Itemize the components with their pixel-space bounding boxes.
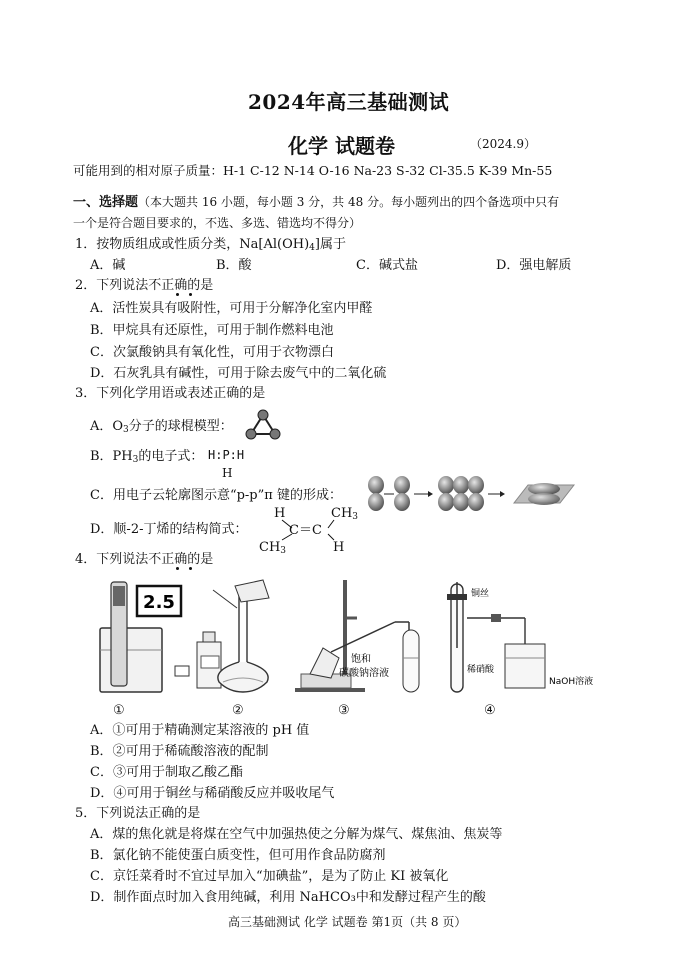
q5-option-b: B．氯化钠不能使蛋白质变性，但可用作食品防腐剂 — [90, 848, 386, 863]
figure-label-2: ② — [232, 703, 244, 718]
q3-option-d: D．顺-2-丁烯的结构简式： — [90, 522, 248, 537]
q5-option-a: A．煤的焦化就是将煤在空气中加强热使之分解为煤气、煤焦油、焦炭等 — [90, 827, 503, 842]
q1-option-c: C．碱式盐 — [356, 258, 418, 273]
label-naoh-solution: NaOH溶液 — [549, 677, 594, 687]
o3-ball-stick-model — [243, 408, 283, 442]
q3-stem: 3．下列化学用语或表述正确的是 — [75, 386, 266, 401]
label-saturated: 饱和 — [351, 654, 371, 665]
q2-option-b: B．甲烷具有还原性，可用于制作燃料电池 — [90, 323, 334, 338]
q3-option-b — [90, 448, 203, 469]
ph3-electron-formula-h: H — [222, 466, 233, 480]
exam-date: （2024.9） — [470, 137, 536, 151]
q4-option-b: B．②可用于稀硫酸溶液的配制 — [90, 744, 269, 759]
copper-nitric-acid-apparatus — [447, 582, 545, 692]
label-sodium-carbonate: 碳酸钠溶液 — [339, 668, 389, 679]
q3-option-c: C．用电子云轮廓图示意“p-p”π 键的形成： — [90, 488, 342, 503]
label-copper-wire: 铜丝 — [471, 589, 490, 599]
emphasis-dot — [176, 293, 179, 296]
q2-stem: 2．下列说法不正确的是 — [75, 278, 214, 293]
emphasis-dot — [189, 567, 192, 570]
instruction-line-1: （本大题共 16 小题，每小题 3 分，共 48 分。每小题列出的四个备选项中只有 — [138, 195, 560, 209]
page-subtitle: 化学 试题卷 — [288, 134, 395, 158]
ph-meter-reading: 2.5 — [143, 592, 175, 613]
q3-option-a-text-a: A．O — [90, 419, 124, 434]
pi-bond-electron-cloud-diagram — [364, 475, 576, 513]
q4-option-a: A．①可用于精确测定某溶液的 pH 值 — [90, 723, 310, 738]
struct-ch3-bottom-text: CH — [259, 540, 281, 555]
label-dilute-nitric: 稀硝酸 — [467, 665, 495, 675]
emphasis-dot — [176, 567, 179, 570]
q5-option-c: C．京饪菜肴时不宜过早加入“加碘盐”，是为了防止 KI 被氧化 — [90, 869, 449, 884]
q3-option-b-text-a: B．PH — [90, 449, 133, 464]
ph3-electron-formula: H:P:H — [208, 448, 245, 462]
q1-stem — [75, 236, 346, 257]
q3-option-b-sub: 3 — [132, 455, 139, 465]
q3-option-a-sub: 3 — [123, 425, 129, 435]
struct-bond-lines — [270, 514, 350, 544]
q1-option-a: A．碱 — [90, 258, 126, 273]
q2-option-c: C．次氯酸钠具有氧化性，可用于衣物漂白 — [90, 345, 334, 360]
volumetric-flask-apparatus — [175, 580, 269, 692]
page-footer: 高三基础测试 化学 试题卷 第1页（共 8 页） — [228, 915, 467, 929]
section-instructions — [73, 193, 559, 212]
section-heading: 一、选择题 — [73, 195, 139, 210]
struct-ch3-top-sub: 3 — [352, 512, 359, 522]
atomic-masses: 可能用到的相对原子质量：H-1 C-12 N-14 O-16 Na-23 S-32 Cl-35.5 K-39 Mn-55 — [73, 163, 553, 178]
instruction-line-2: 一个是符合题目要求的，不选、多选、错选均不得分） — [73, 216, 362, 230]
q4-option-c: C．③可用于制取乙酸乙酯 — [90, 765, 243, 780]
q3-option-b-text-b: 的电子式： — [138, 449, 204, 464]
q1-stem-text-b: ]属于 — [314, 237, 346, 252]
q1-stem-sub: 4 — [309, 243, 315, 253]
figure-label-4: ④ — [484, 703, 496, 718]
q2-option-d: D．石灰乳具有碱性，可用于除去废气中的二氧化硫 — [90, 366, 387, 381]
q3-option-a-text-b: 分子的球棍模型： — [128, 419, 233, 434]
q5-stem: 5．下列说法正确的是 — [75, 806, 201, 821]
figure-label-1: ① — [113, 703, 125, 718]
ph-meter-apparatus — [100, 582, 181, 692]
q5-option-d: D．制作面点时加入食用纯碱，利用 NaHCO₃中和发酵过程产生的酸 — [90, 890, 486, 905]
q3-option-a — [90, 418, 233, 439]
struct-ch3-bottom-sub: 3 — [280, 546, 287, 556]
page-title: 2024年高三基础测试 — [248, 90, 450, 114]
struct-ch3-top-text: CH — [331, 506, 353, 521]
lab-apparatus-figure — [95, 578, 615, 698]
q4-stem: 4．下列说法不正确的是 — [75, 552, 214, 567]
q4-option-d: D．④可用于铜丝与稀硝酸反应并吸收尾气 — [90, 786, 335, 801]
q2-option-a: A．活性炭具有吸附性，可用于分解净化室内甲醛 — [90, 301, 373, 316]
struct-h-top: H — [274, 506, 286, 521]
q1-option-d: D．强电解质 — [496, 258, 572, 273]
struct-cc-double-bond: C＝C — [289, 523, 322, 538]
emphasis-dot — [189, 293, 192, 296]
struct-h-bottom: H — [333, 540, 345, 555]
q1-option-b: B．酸 — [216, 258, 252, 273]
q1-stem-text-a: 1．按物质组成或性质分类，Na[Al(OH) — [75, 237, 310, 252]
figure-label-3: ③ — [338, 703, 350, 718]
